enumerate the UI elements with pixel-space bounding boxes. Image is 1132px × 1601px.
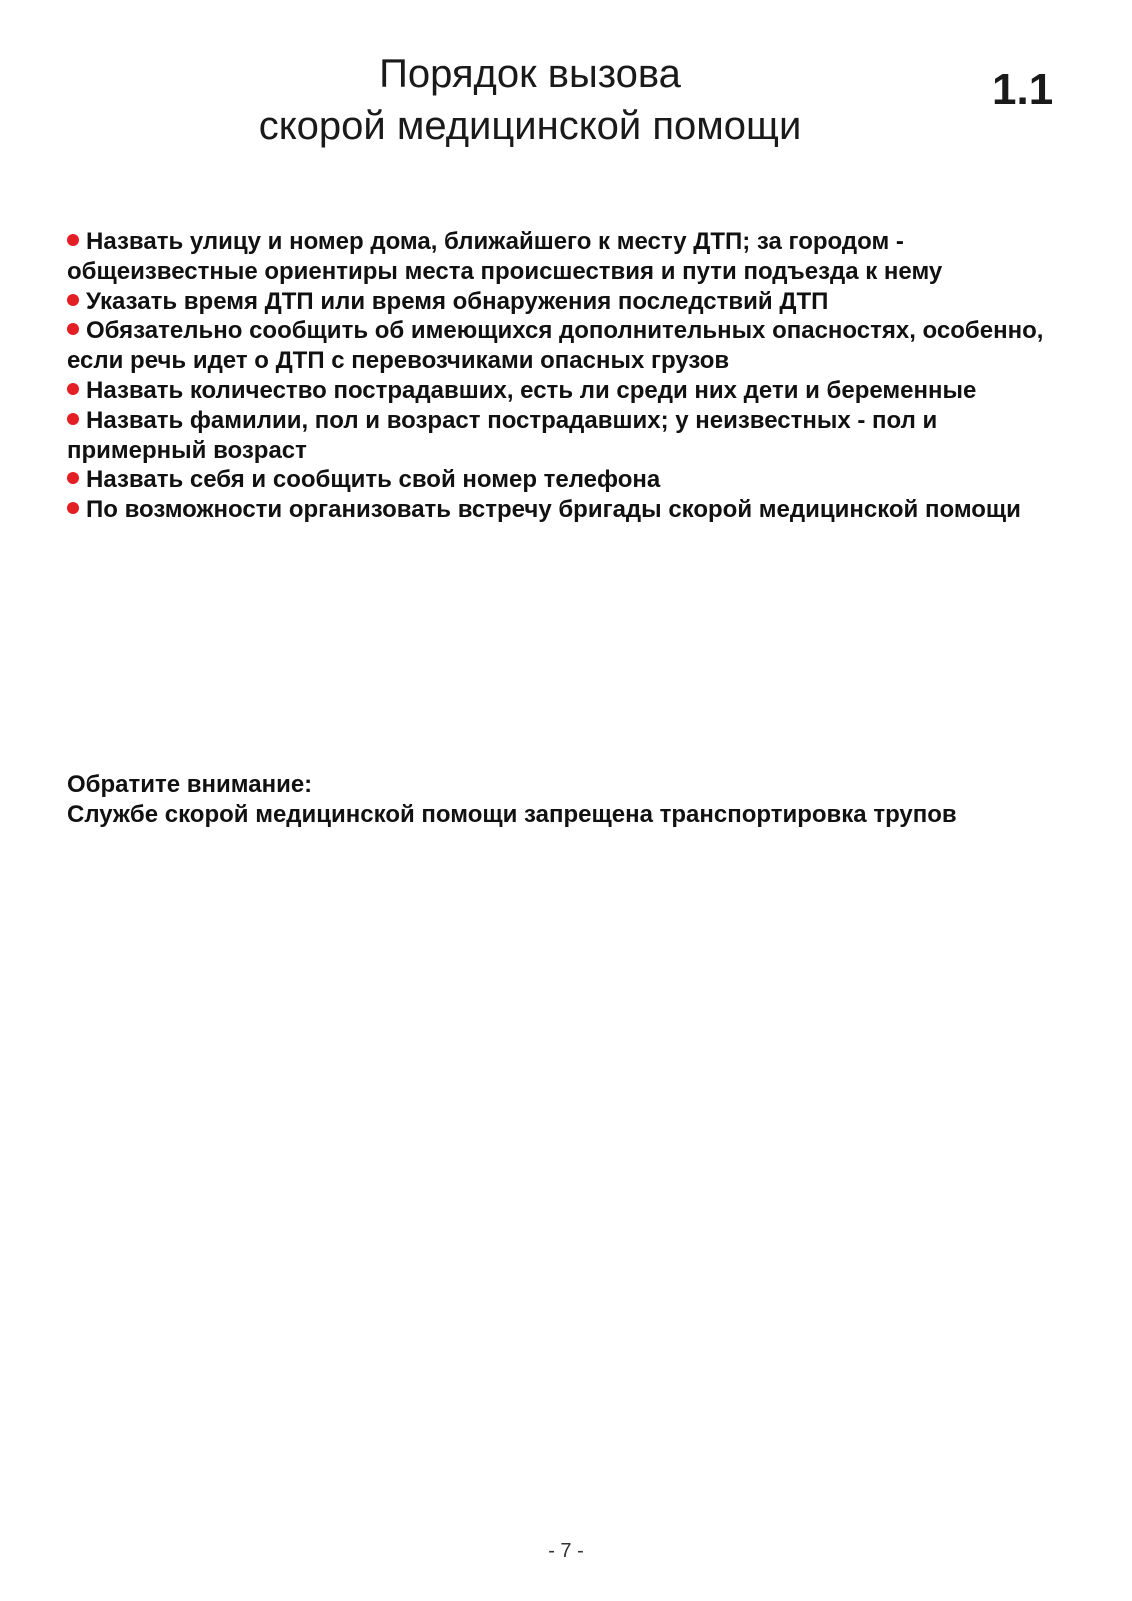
page-number: - 7 -: [548, 1540, 584, 1562]
page-title-line-2: скорой медицинской помощи: [258, 104, 802, 148]
page-title: [150, 48, 910, 152]
list-item-text: Назвать себя и сообщить свой номер телефона: [86, 466, 661, 494]
instruction-list: [67, 227, 1077, 525]
list-item: [67, 465, 1077, 495]
list-item-text: Указать время ДТП или время обнаружения последствий ДТП: [86, 287, 829, 315]
list-item-text: Назвать количество пострадавших, есть ли среди них дети и беременные: [86, 376, 977, 404]
list-item-text: Обязательно сообщить об имеющихся дополнительных опасностях, особенно, если речь идет о ДТП с перевозчиками опасных грузов: [67, 317, 1044, 375]
section-number: 1.1: [992, 65, 1054, 114]
bullet-dot-icon: [67, 413, 79, 425]
notice-block: [67, 770, 1067, 830]
bullet-dot-icon: [67, 472, 79, 484]
list-item: [67, 376, 1077, 406]
bullet-dot-icon: [67, 323, 79, 335]
notice-heading: Обратите внимание:: [67, 771, 313, 798]
list-item: [67, 316, 1077, 376]
list-item: [67, 495, 1077, 525]
list-item-text: Назвать фамилии, пол и возраст пострадавших; у неизвестных - пол и примерный возраст: [67, 406, 938, 464]
bullet-dot-icon: [67, 383, 79, 395]
list-item-text: По возможности организовать встречу бригады скорой медицинской помощи: [86, 496, 1021, 524]
list-item: [67, 287, 1077, 317]
list-item-text: Назвать улицу и номер дома, ближайшего к месту ДТП; за городом - общеизвестные ориентиры места происшествия и пути подъезда к нему: [67, 228, 943, 285]
bullet-dot-icon: [67, 502, 79, 514]
list-item: [67, 227, 1077, 287]
page-title-line-1: Порядок вызова: [379, 52, 681, 96]
list-item: [67, 406, 1077, 466]
bullet-dot-icon: [67, 234, 79, 246]
notice-text: Службе скорой медицинской помощи запрещена транспортировка трупов: [67, 800, 957, 828]
bullet-dot-icon: [67, 294, 79, 306]
